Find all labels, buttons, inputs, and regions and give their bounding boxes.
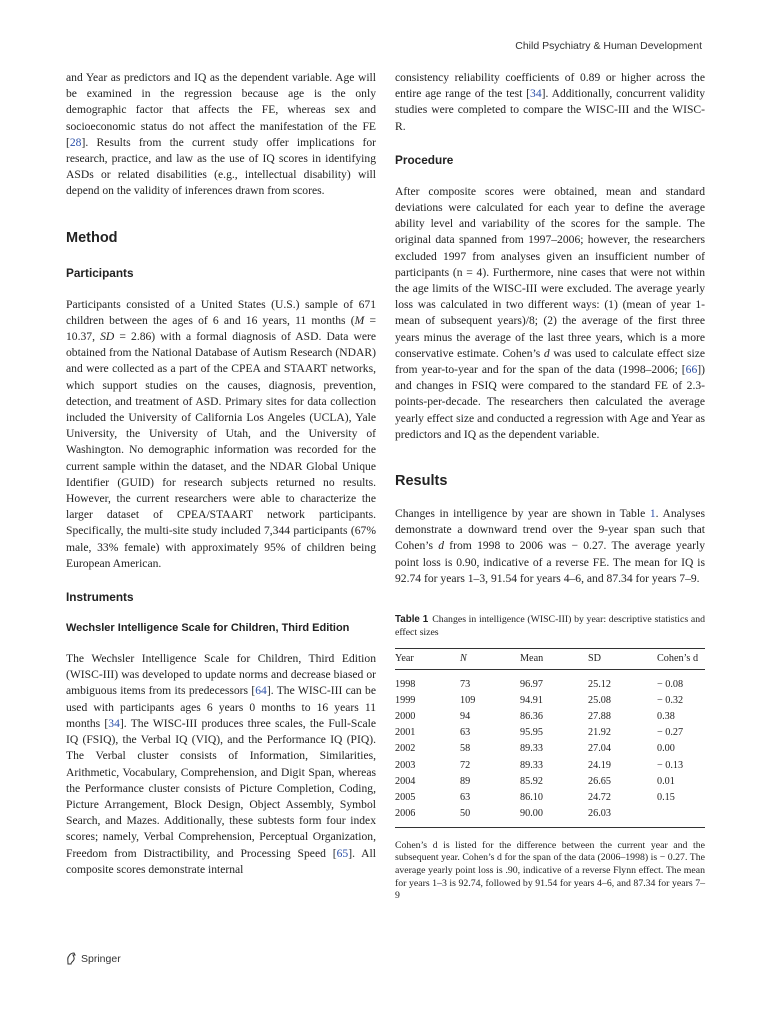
table-row <box>395 741 705 757</box>
cell-year: 2006 <box>395 806 460 828</box>
cell-n: 50 <box>460 806 520 828</box>
cell-year: 1998 <box>395 678 416 690</box>
table-row <box>395 773 705 789</box>
cell-sd: 25.12 <box>588 678 611 690</box>
cell-year: 2003 <box>395 759 416 771</box>
cell-mean: 96.97 <box>520 678 543 690</box>
cell-cohens-d: − 0.32 <box>657 694 684 706</box>
table-label: Table 1 <box>395 614 429 626</box>
cell-n: 72 <box>460 759 471 771</box>
column-header-n: N <box>460 649 520 670</box>
reliability-paragraph: consistency reliability coefficients of 0.89 or higher across the entire age range of the test [34]. Additionally, concurrent validity studies were completed to compare the WISC-III and the WISC-R. <box>395 71 705 133</box>
page-footer <box>66 952 121 965</box>
cell-year: 2004 <box>395 775 416 787</box>
cell-cohens-d: 0.38 <box>657 711 675 723</box>
cell-n: 63 <box>460 791 471 803</box>
citation-link[interactable]: 34 <box>108 716 120 730</box>
cell-mean: 89.33 <box>520 743 543 755</box>
cell-cohens-d: 0.15 <box>657 791 675 803</box>
cell-sd: 24.19 <box>588 759 611 771</box>
cell-sd: 25.08 <box>588 694 611 706</box>
cell-n: 58 <box>460 743 471 755</box>
participants-paragraph: Participants consisted of a United States (U.S.) sample of 671 children between the ages of 6 and 16 years, 11 months (M = 10.37, SD = 2.86) with a formal diagnosis of ASD. Data were obtained from the National Database of Autism Research (NDAR) and were collected as a part of the CPEA and STAART networks, which support studies on the causes, diagnosis, prevention, detection, and treatment of ASD. Primary sites for data collection included the University of California Los Angeles (UCLA), Yale University, the University of Utah, and the University of Washington. No demographic information was recorded for the current sample within the dataset, and the NDAR Global Unique Identifier (GUID) for research subjects returned no results. However, the current researchers were able to characterize the larger dataset of CPEA/STAART network participants. Specifically, the multi-site study included 7,344 participants (67% male, 33% female) with approximately 95% of children being European American. <box>66 297 376 570</box>
cell-sd: 26.03 <box>588 806 657 828</box>
cell-year: 2005 <box>395 791 416 803</box>
cell-sd: 27.88 <box>588 711 611 723</box>
cell-mean: 89.33 <box>520 759 543 771</box>
column-header-mean: Mean <box>520 649 588 670</box>
cell-cohens-d: − 0.13 <box>657 759 684 771</box>
method-heading: Method <box>66 229 118 246</box>
cell-n: 63 <box>460 727 471 739</box>
cell-n: 94 <box>460 711 471 723</box>
cell-n: 89 <box>460 775 471 787</box>
effect-size-table <box>395 648 705 828</box>
citation-link[interactable]: 66 <box>685 363 698 377</box>
cell-year: 2000 <box>395 711 416 723</box>
procedure-paragraph: After composite scores were obtained, mean and standard deviations were calculated for each year to define the average ability level and variability of the scores for the sample. The original data spanned from 1997–2006; however, the researchers excluded 1997 from analyses given an insufficient number of participants (n = 4). Furthermore, nine cases that were not within the age limits of the WISC-III were excluded. The average yearly loss was calculated in two different ways: (1) (mean of year 1-mean of subsequent years)/8; (2) the average of the first three years minus the average of the last three years, which is a more conservative estimate. Cohen’s d was used to calculate effect size from year-to-year and for the span of the data (1998–2006; [66]) and changes in FSIQ were compared to the standard FE of 2.3-points-per-decade. The researchers then calculated the average yearly effect size and conducted a regression with Age and Year as predictors and IQ as the dependent variable. <box>395 184 706 441</box>
cell-mean: 94.91 <box>520 694 543 706</box>
table-row <box>395 670 705 693</box>
column-header-sd: SD <box>588 649 657 670</box>
cell-mean: 86.36 <box>520 711 543 723</box>
running-head: Child Psychiatry & Human Development <box>515 40 702 52</box>
table-caption: Table 1 Changes in intelligence (WISC-III) by year: descriptive statistics and effect sizes <box>395 614 706 639</box>
intro-paragraph: and Year as predictors and IQ as the dependent variable. Age will be examined in the regression because age is the only demographic factor that affects the FE, whereas sex and socioeconomic status do not affect the manifestation of the FE [28]. Results from the current study offer implications for research, practice, and law as the use of IQ scores in identifying ASDs or related disabilities (e.g., intellectual disability) will depend on the validity of inferences drawn from scores. <box>66 71 376 198</box>
cell-mean: 90.00 <box>520 806 588 828</box>
citation-link[interactable]: 64 <box>255 684 267 698</box>
table-row <box>395 757 705 773</box>
citation-link[interactable]: 34 <box>530 87 542 101</box>
cell-cohens-d: 0.00 <box>657 743 675 755</box>
results-heading: Results <box>395 473 448 490</box>
table-row <box>395 806 705 828</box>
table-link[interactable]: 1 <box>649 507 656 521</box>
table-row <box>395 789 705 805</box>
right-column <box>395 70 705 903</box>
cell-year: 2002 <box>395 743 416 755</box>
table-block <box>395 613 705 903</box>
cell-cohens-d: − 0.27 <box>657 727 684 739</box>
cell-sd: 24.72 <box>588 791 611 803</box>
table-row <box>395 692 705 708</box>
cell-sd: 27.04 <box>588 743 611 755</box>
column-header-cohens-d: Cohen’s d <box>657 649 705 670</box>
table-footnote: Cohen’s d is listed for the difference between the current year and the subsequent year. Cohen’s d for the span of the data (2006–1998) is − 0.27. The average yearly point loss is .90, indicative of a reverse Flynn effect. The mean for years 1–3 is 92.74, followed by 91.54 for years 4–6, and 87.34 for years 7–9 <box>395 839 705 902</box>
instruments-heading: Instruments <box>66 590 134 605</box>
cell-mean: 85.92 <box>520 775 543 787</box>
springer-horse-icon <box>66 952 77 965</box>
wisc-heading: Wechsler Intelligence Scale for Children, Third Edition <box>66 622 350 635</box>
wisc-paragraph: The Wechsler Intelligence Scale for Children, Third Edition (WISC-III) was developed to update norms and decrease biased or ambiguous items from its predecessors [64]. The WISC-III can be used with participants ages 6 years 0 months to 16 years 11 months [34]. The WISC-III produces three scales, the Full-Scale IQ (FSIQ), the Verbal IQ (VIQ), and the Performance IQ (PIQ). The Verbal cluster consists of Information, Similarities, Arithmetic, Vocabulary, Comprehension, and Digit Span, whereas the Performance cluster consists of Picture Completion, Coding, Picture Arrangement, Block Design, Object Assembly, Symbol Search, and Mazes. Additionally, these subtests form four index scores; namely, Verbal Comprehension, Perceptual Organization, Freedom from Distractibility, and Processing Speed [65]. All composite scores demonstrate internal <box>66 652 376 876</box>
procedure-heading: Procedure <box>395 152 454 167</box>
publisher-name: Springer <box>81 952 121 965</box>
cell-cohens-d: 0.01 <box>657 775 675 787</box>
left-column <box>66 70 376 878</box>
table-row <box>395 725 705 741</box>
column-header-year: Year <box>395 649 460 670</box>
cell-n: 109 <box>460 694 476 706</box>
cell-cohens-d <box>657 806 705 828</box>
cell-year: 2001 <box>395 727 416 739</box>
participants-heading: Participants <box>66 265 134 280</box>
cell-cohens-d: − 0.08 <box>657 678 684 690</box>
table-header-row <box>395 649 705 670</box>
results-paragraph: Changes in intelligence by year are shown in Table 1. Analyses demonstrate a downward trend over the 9-year span such that Cohen’s d from 1998 to 2006 was − 0.27. The average yearly point loss is 0.90, indicative of a reverse FE. The mean for IQ is 92.74 for years 1–3, 91.54 for years 4–6, and 87.34 for years 7–9. <box>395 507 705 585</box>
cell-n: 73 <box>460 678 471 690</box>
citation-link[interactable]: 65 <box>336 846 349 860</box>
cell-year: 1999 <box>395 694 416 706</box>
cell-sd: 26.65 <box>588 775 611 787</box>
cell-sd: 21.92 <box>588 727 611 739</box>
cell-mean: 86.10 <box>520 791 543 803</box>
table-row <box>395 708 705 724</box>
citation-link[interactable]: 28 <box>69 135 82 149</box>
cell-mean: 95.95 <box>520 727 543 739</box>
